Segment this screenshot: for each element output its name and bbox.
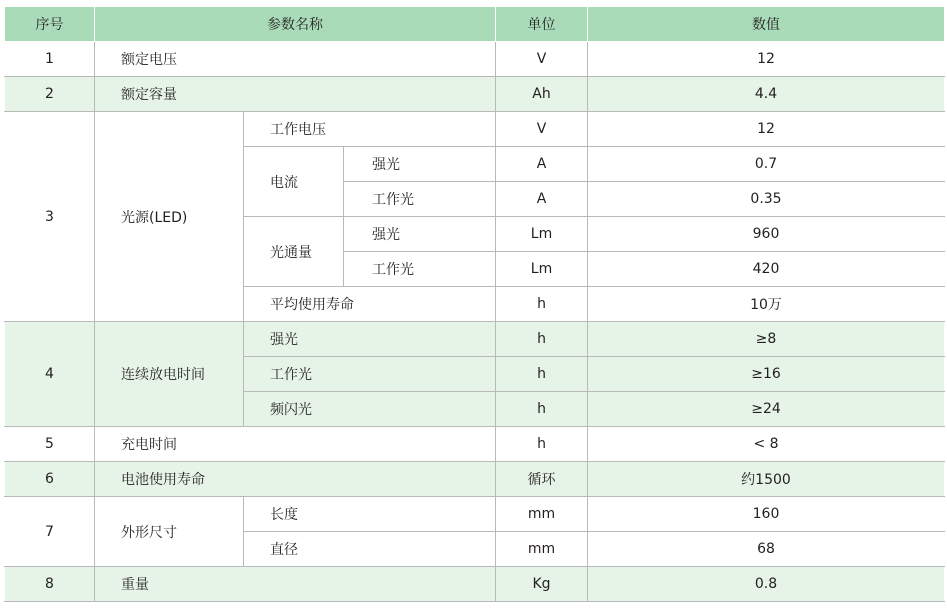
sub-param-name: 频闪光 <box>244 392 496 427</box>
row-no: 2 <box>5 77 95 112</box>
row-no: 1 <box>5 42 95 77</box>
param-value: 12 <box>588 112 945 147</box>
param-value: 420 <box>588 252 945 287</box>
sub-param-name: 强光 <box>244 322 496 357</box>
param-value: ≥8 <box>588 322 945 357</box>
sub-param-name: 光通量 <box>244 217 344 287</box>
row-no: 3 <box>5 112 95 322</box>
row-no: 7 <box>5 497 95 567</box>
table-row <box>5 112 945 147</box>
table-row <box>5 497 945 532</box>
row-no: 8 <box>5 567 95 602</box>
table-row <box>5 462 945 497</box>
param-name: 额定电压 <box>95 42 496 77</box>
param-unit: h <box>496 287 588 322</box>
header-name: 参数名称 <box>95 7 496 42</box>
table-row <box>5 427 945 462</box>
param-unit: Ah <box>496 77 588 112</box>
table-header-row <box>5 7 945 42</box>
spec-table <box>4 6 945 602</box>
param-unit: Lm <box>496 252 588 287</box>
row-no: 4 <box>5 322 95 427</box>
param-unit: mm <box>496 532 588 567</box>
param-unit: A <box>496 147 588 182</box>
sub-param-name: 工作光 <box>244 357 496 392</box>
sub-sub-param-name: 工作光 <box>344 252 496 287</box>
sub-param-name: 平均使用寿命 <box>244 287 496 322</box>
param-unit: Lm <box>496 217 588 252</box>
sub-sub-param-name: 工作光 <box>344 182 496 217</box>
param-value: 0.35 <box>588 182 945 217</box>
param-unit: h <box>496 322 588 357</box>
sub-param-name: 工作电压 <box>244 112 496 147</box>
param-name: 连续放电时间 <box>95 322 244 427</box>
param-unit: h <box>496 427 588 462</box>
sub-sub-param-name: 强光 <box>344 147 496 182</box>
param-value: 4.4 <box>588 77 945 112</box>
param-value: 160 <box>588 497 945 532</box>
table-row <box>5 567 945 602</box>
sub-param-name: 长度 <box>244 497 496 532</box>
param-value: 0.8 <box>588 567 945 602</box>
param-unit: A <box>496 182 588 217</box>
param-value: 约1500 <box>588 462 945 497</box>
param-unit: V <box>496 42 588 77</box>
param-name: 充电时间 <box>95 427 496 462</box>
param-value: 12 <box>588 42 945 77</box>
param-name: 电池使用寿命 <box>95 462 496 497</box>
param-unit: h <box>496 357 588 392</box>
table-row <box>5 42 945 77</box>
param-value: 960 <box>588 217 945 252</box>
param-name: 光源(LED) <box>95 112 244 322</box>
sub-sub-param-name: 强光 <box>344 217 496 252</box>
param-value: ≥16 <box>588 357 945 392</box>
param-value: 10万 <box>588 287 945 322</box>
row-no: 6 <box>5 462 95 497</box>
param-unit: V <box>496 112 588 147</box>
header-no: 序号 <box>5 7 95 42</box>
param-unit: Kg <box>496 567 588 602</box>
sub-param-name: 直径 <box>244 532 496 567</box>
param-name: 外形尺寸 <box>95 497 244 567</box>
param-unit: h <box>496 392 588 427</box>
param-unit: mm <box>496 497 588 532</box>
param-value: 0.7 <box>588 147 945 182</box>
row-no: 5 <box>5 427 95 462</box>
param-name: 重量 <box>95 567 496 602</box>
param-name: 额定容量 <box>95 77 496 112</box>
header-value: 数值 <box>588 7 945 42</box>
table-row <box>5 77 945 112</box>
header-unit: 单位 <box>496 7 588 42</box>
sub-param-name: 电流 <box>244 147 344 217</box>
table-row <box>5 322 945 357</box>
param-value: ≥24 <box>588 392 945 427</box>
param-value: 68 <box>588 532 945 567</box>
param-unit: 循环 <box>496 462 588 497</box>
param-value: < 8 <box>588 427 945 462</box>
